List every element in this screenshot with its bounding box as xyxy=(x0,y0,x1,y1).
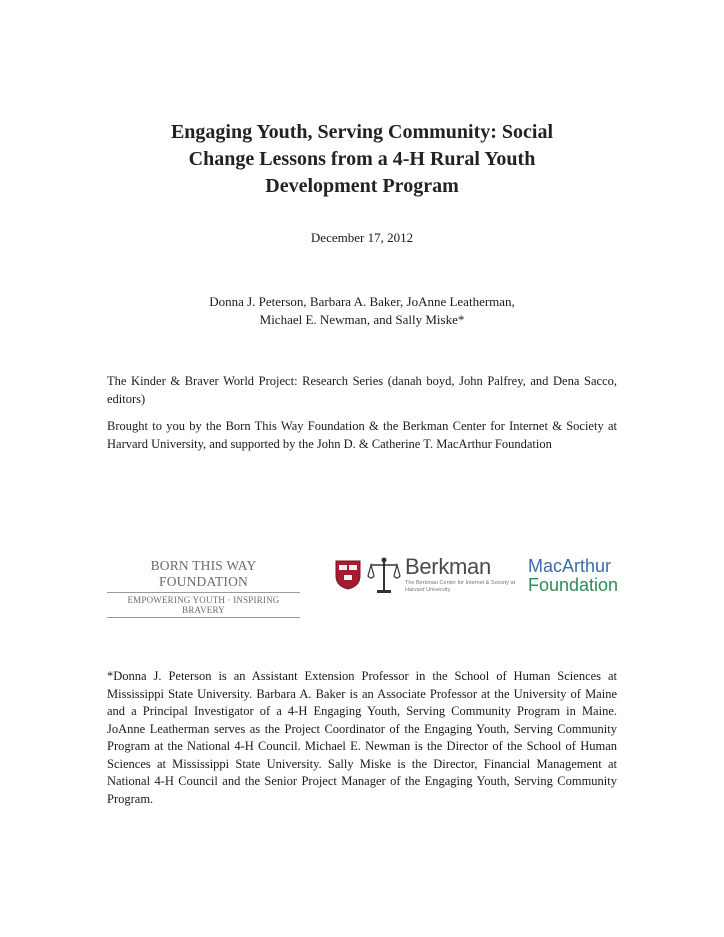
series-note: The Kinder & Braver World Project: Research Series (danah boyd, John Palfrey, and Dena Sacco, editors) xyxy=(107,374,617,406)
author-list xyxy=(100,293,624,329)
macarthur-logo-line-1: MacArthur xyxy=(528,556,612,576)
sponsor-note: Brought to you by the Born This Way Foundation & the Berkman Center for Internet & Society at Harvard University, and supported by the John D. & Catherine T. MacArthur Foundation xyxy=(107,419,617,451)
harvard-shield-icon xyxy=(335,560,361,590)
berkman-logo-subtitle: The Berkman Center for Internet & Society at Harvard University xyxy=(405,580,516,593)
title-line-2: Change Lessons from a 4-H Rural Youth xyxy=(188,148,536,170)
btw-logo-name: BORN THIS WAY FOUNDATION xyxy=(107,558,300,593)
born-this-way-logo xyxy=(107,558,300,618)
berkman-logo-name: Berkman xyxy=(405,554,491,579)
sponsor-logos xyxy=(107,552,627,615)
macarthur-logo-line-2: Foundation xyxy=(528,575,619,595)
title-line-3: Development Program xyxy=(265,175,459,197)
author-footnote: *Donna J. Peterson is an Assistant Extension Professor in the School of Human Sciences at Mississippi State University. Barbara A. Baker is an Associate Professor at the University of Maine and a Principal Investigator of a 4-H Engaging Youth, Serving Community Program in Maine. JoAnne Leatherman serves as the Project Coordinator of the Engaging Youth, Serving Community Program at the National 4-H Council. Michael E. Newman is the Director of the School of Human Sciences at Mississippi State University. Sally Miske is the Director, Financial Management at National 4-H Council and the Senior Project Manager of the Engaging Youth, Serving Community Program. xyxy=(107,669,617,806)
title-line-1: Engaging Youth, Serving Community: Social xyxy=(170,121,554,143)
authors-line-1: Donna J. Peterson, Barbara A. Baker, JoAnne Leatherman, xyxy=(209,294,515,309)
berkman-logo xyxy=(335,552,535,598)
authors-line-2: Michael E. Newman, and Sally Miske* xyxy=(259,312,465,327)
document-date: December 17, 2012 xyxy=(310,230,414,245)
btw-logo-tagline: EMPOWERING YOUTH · INSPIRING BRAVERY xyxy=(107,593,300,618)
macarthur-logo xyxy=(528,557,618,595)
scale-icon xyxy=(367,556,401,596)
document-title xyxy=(100,119,624,200)
